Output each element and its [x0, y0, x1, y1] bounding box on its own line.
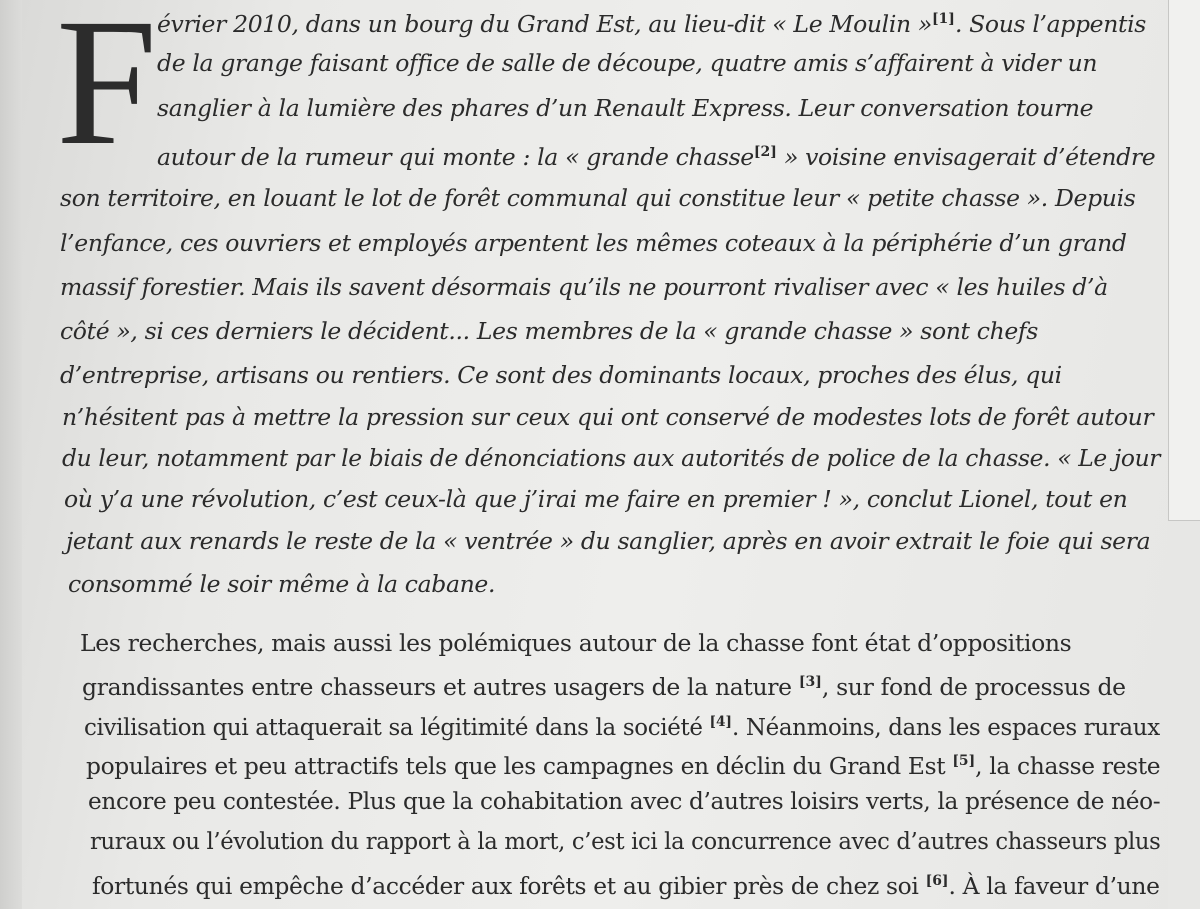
text-line: côté », si ces derniers le décident... Les membres de la « grande chasse » sont chefs — [60, 317, 1038, 345]
footnote-ref-4[interactable]: [4] — [709, 714, 732, 730]
footnote-ref-6[interactable]: [6] — [925, 873, 949, 889]
text-line: massif forestier. Mais ils savent désormais qu’ils ne pourront rivaliser avec « les huiles d’à — [60, 273, 1108, 301]
sidebar-lower-area — [1168, 522, 1200, 909]
text-line: l’enfance, ces ouvriers et employés arpentent les mêmes coteaux à la périphérie d’un grand — [60, 229, 1127, 257]
text-line: de la grange faisant office de salle de découpe, quatre amis s’affairent à vider un — [157, 49, 1098, 77]
text-line: d’entreprise, artisans ou rentiers. Ce sont des dominants locaux, proches des élus, qui — [60, 361, 1062, 389]
text-line: grandissantes entre chasseurs et autres usagers de la nature [3], sur fond de processus de — [82, 673, 1126, 701]
footnote-ref-5[interactable]: [5] — [952, 753, 976, 769]
text-line: Les recherches, mais aussi les polémiques autour de la chasse font état d’oppositions — [80, 629, 1072, 657]
text-line: populaires et peu attractifs tels que les campagnes en déclin du Grand Est [5], la chasse reste — [86, 752, 1161, 780]
text-line: où y’a une révolution, c’est ceux-là que j’irai me faire en premier ! », conclut Lionel, tout en — [64, 485, 1128, 513]
text-line: fortunés qui empêche d’accéder aux forêts et au gibier près de chez soi [6]. À la faveur d’une — [92, 872, 1160, 900]
text-line: son territoire, en louant le lot de forêt communal qui constitue leur « petite chasse ». Depuis — [60, 184, 1136, 212]
footnote-ref-3[interactable]: [3] — [798, 674, 822, 690]
text-line: évrier 2010, dans un bourg du Grand Est, au lieu-dit « Le Moulin »[1]. Sous l’appentis — [157, 10, 1146, 38]
footnote-ref-1[interactable]: [1] — [931, 11, 955, 27]
text-line: encore peu contestée. Plus que la cohabitation avec d’autres loisirs verts, la présence de néo- — [88, 787, 1161, 815]
text-line: consommé le soir même à la cabane. — [68, 570, 496, 598]
screen-left-margin — [0, 0, 22, 909]
text-line: jetant aux renards le reste de la « ventrée » du sanglier, après en avoir extrait le foie qui sera — [66, 527, 1151, 555]
drop-cap: F — [56, 0, 158, 183]
footnote-ref-2[interactable]: [2] — [753, 144, 777, 160]
text-line: autour de la rumeur qui monte : la « grande chasse[2] » voisine envisagerait d’étendre — [157, 143, 1156, 171]
sidebar-panel — [1168, 0, 1200, 521]
text-line: civilisation qui attaquerait sa légitimité dans la société [4]. Néanmoins, dans les espaces ruraux — [84, 713, 1160, 741]
text-line: n’hésitent pas à mettre la pression sur ceux qui ont conservé de modestes lots de forêt autour — [62, 403, 1154, 431]
text-line: sanglier à la lumière des phares d’un Renault Express. Leur conversation tourne — [157, 94, 1094, 122]
text-line: du leur, notamment par le biais de dénonciations aux autorités de police de la chasse. « Le jour — [62, 444, 1161, 472]
text-line: ruraux ou l’évolution du rapport à la mort, c’est ici la concurrence avec d’autres chasseurs plus — [90, 827, 1161, 855]
